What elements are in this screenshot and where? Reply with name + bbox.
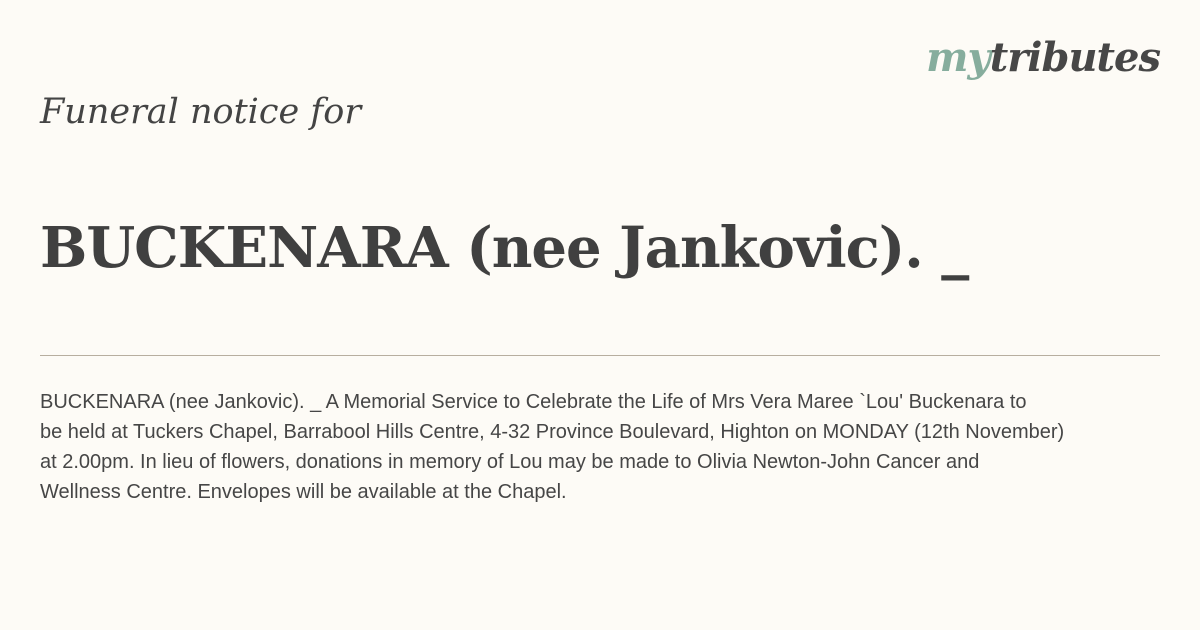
section-divider bbox=[40, 355, 1160, 356]
logo-my-text: my bbox=[926, 34, 990, 81]
notice-subtitle: Funeral notice for bbox=[40, 92, 362, 132]
notice-body-text: BUCKENARA (nee Jankovic). _ A Memorial Service to Celebrate the Life of Mrs Vera Maree `Lou' Buckenara to be held at Tuckers Chapel, Barrabool Hills Centre, 4-32 Province Boulevard, Highton on MONDAY (12th November) at 2.00pm. In lieu of flowers, donations in memory of Lou may be made to Olivia Newton-John Cancer and Wellness Centre. Envelopes will be available at the Chapel. bbox=[40, 391, 1065, 503]
deceased-name-heading: BUCKENARA (nee Jankovic). _ bbox=[40, 215, 969, 281]
logo-tributes-text: tributes bbox=[989, 34, 1160, 81]
mytributes-logo[interactable] bbox=[926, 34, 1160, 82]
